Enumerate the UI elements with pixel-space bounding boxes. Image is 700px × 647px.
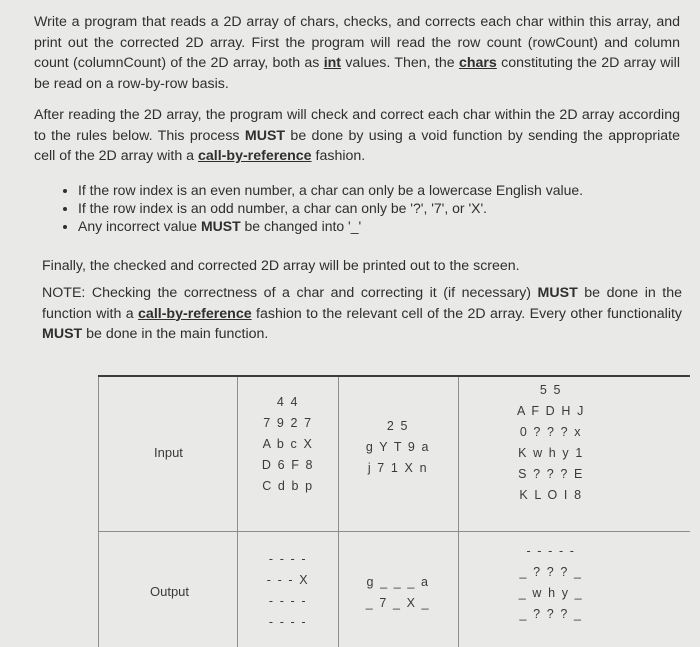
input-case-3	[476, 380, 626, 506]
rule-incorrect-text-2: be changed into '_'	[240, 218, 362, 234]
input-label: Input	[154, 445, 183, 460]
output-line: - - - -	[268, 552, 308, 566]
call-by-reference-term: call-by-reference	[198, 148, 312, 164]
output-line: _ ? ? ? _	[519, 565, 583, 579]
output-line: - - - - -	[526, 544, 576, 558]
input-case-2	[339, 416, 457, 479]
note-text-3: fashion to the relevant cell of the 2D array. Every other functionality	[251, 305, 683, 322]
output-line: g _ _ _ a	[366, 575, 430, 589]
intro-text-2: values. Then, the	[341, 55, 459, 71]
example-table	[98, 375, 690, 647]
output-line: - - - -	[268, 615, 308, 629]
must-emphasis: MUST	[42, 326, 83, 342]
input-line: K L O I 8	[519, 488, 583, 502]
input-line: 2 5	[386, 419, 410, 433]
intro-text-3: constituting the 2D array will be read on a row-by-row basis.	[34, 55, 680, 92]
rule-even-row: • If the row index is an even number, a char can only be a lowercase English value.	[78, 181, 678, 199]
check-text-2: be done by using a void function by sending the appropriate cell of the 2D array with a	[34, 127, 680, 164]
input-line: D 6 F 8	[261, 458, 315, 472]
output-line: _ ? ? ? _	[519, 607, 583, 621]
table-divider	[458, 377, 459, 647]
input-line: 7 9 2 7	[263, 416, 313, 430]
call-by-reference-term: call-by-reference	[138, 305, 252, 322]
output-line: - - - -	[268, 594, 308, 608]
input-case-1	[238, 392, 338, 497]
input-line: A F D H J	[517, 404, 585, 418]
must-emphasis: MUST	[200, 218, 241, 234]
note-paragraph	[42, 283, 682, 345]
input-line: 0 ? ? ? x	[519, 425, 583, 439]
input-line: 4 4	[276, 395, 300, 409]
output-case-3	[476, 541, 626, 625]
input-line: S ? ? ? E	[518, 467, 584, 481]
intro-paragraph	[34, 12, 680, 94]
check-text-3: fashion.	[311, 148, 366, 164]
rule-incorrect	[78, 217, 678, 235]
int-keyword: int	[323, 55, 342, 71]
table-row-divider	[98, 531, 690, 532]
rule-odd-row: • If the row index is an odd number, a char can only be '?', '7', or 'X'.	[78, 199, 678, 217]
input-line: C d b p	[262, 479, 314, 493]
note-text-2: be done in the function with a	[42, 285, 682, 322]
output-case-2	[339, 572, 457, 614]
output-label: Output	[150, 584, 190, 599]
note-text-1: NOTE: Checking the correctness of a char and correcting it (if necessary)	[42, 285, 538, 301]
input-line: A b c X	[262, 437, 314, 451]
must-emphasis: MUST	[537, 285, 578, 301]
intro-text-1: Write a program that reads a 2D array of chars, checks, and corrects each char within this array, and print out the corrected 2D array. First the program will read the row count (rowCount) and column count (columnCount) of the 2D array, both as	[34, 14, 680, 71]
output-line: _ w h y _	[518, 586, 584, 600]
input-line: 5 5	[539, 383, 563, 397]
finally-paragraph: Finally, the checked and corrected 2D array will be printed out to the screen.	[42, 258, 520, 274]
must-emphasis: MUST	[244, 127, 286, 144]
input-line: g Y T 9 a	[365, 440, 431, 454]
input-line: j 7 1 X n	[367, 461, 429, 475]
check-paragraph	[34, 105, 680, 167]
input-line: K w h y 1	[518, 446, 584, 460]
check-text-1: After reading the 2D array, the program will check and correct each char within the 2D array according to the rules below. This process	[34, 107, 680, 144]
rule-incorrect-text-1: Any incorrect value	[78, 218, 201, 234]
table-border-left	[98, 377, 99, 647]
output-line: - - - X	[266, 573, 310, 587]
output-case-1	[238, 549, 338, 633]
chars-keyword: chars	[458, 55, 497, 71]
note-text-4: be done in the main function.	[82, 326, 269, 342]
output-line: _ 7 _ X _	[365, 596, 431, 610]
rules-list	[60, 181, 678, 235]
